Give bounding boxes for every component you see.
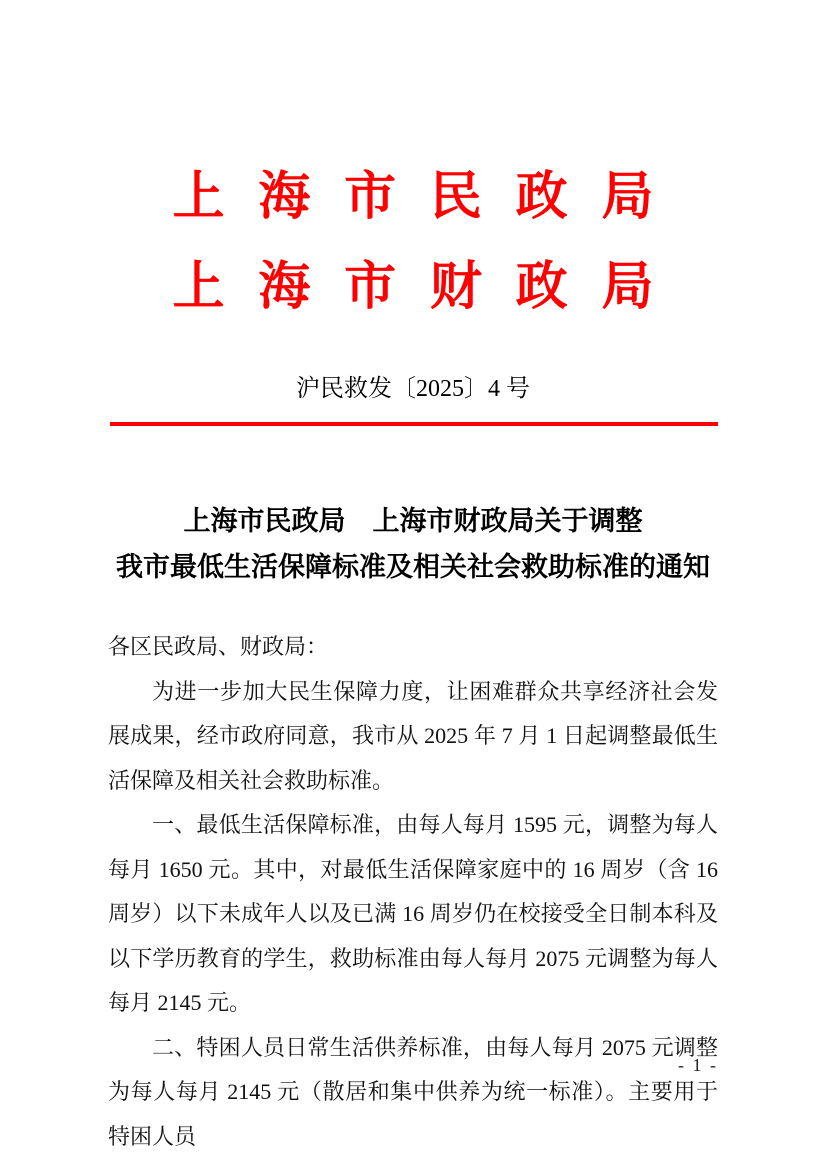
body-paragraph: 为进一步加大民生保障力度，让困难群众共享经济社会发展成果，经市政府同意，我市从 2025 年 7 月 1 日起调整最低生活保障及相关社会救助标准。 xyxy=(108,678,718,793)
body-paragraph: 二、特困人员日常生活供养标准，由每人每月 2075 元调整为每人每月 2145 元（散居和集中供养为统一标准）。主要用于特困人员 xyxy=(108,1034,718,1149)
masthead-agency-line-2-text: 上海市财政局 xyxy=(172,259,688,316)
document-body xyxy=(108,625,718,1159)
document-title-line-2: 我市最低生活保障标准及相关社会救助标准的通知 xyxy=(116,552,710,582)
body-paragraph: 一、最低生活保障标准，由每人每月 1595 元，调整为每人每月 1650 元。其中，对最低生活保障家庭中的 16 周岁（含 16 周岁）以下未成年人以及已满 16 周岁仍在校接受全日制本科及以下学历教育的学生，救助标准由每人每月 2075 元调整为每人每月 2145 元。 xyxy=(108,812,718,1015)
page-number: - 1 - xyxy=(678,1055,718,1075)
masthead-agency-line-2 xyxy=(0,260,826,316)
document-title-line-1: 上海市民政局 上海市财政局关于调整 xyxy=(183,506,643,536)
masthead-agency-line-1 xyxy=(0,170,826,226)
document-title xyxy=(63,498,763,590)
document-number: 沪民救发〔2025〕4 号 xyxy=(296,376,530,402)
red-divider-rule xyxy=(110,422,718,426)
salutation: 各区民政局、财政局： xyxy=(108,634,329,659)
masthead-agency-line-1-text: 上海市民政局 xyxy=(172,169,688,226)
